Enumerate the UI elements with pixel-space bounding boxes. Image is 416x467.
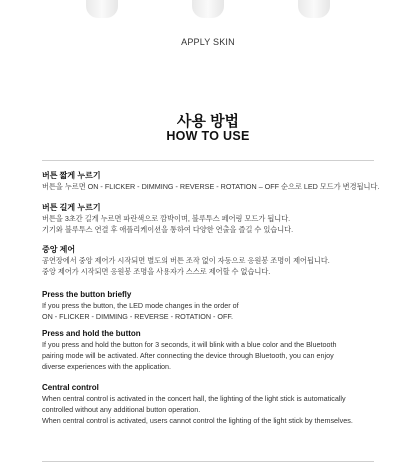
section-central-control-ko [42, 244, 382, 277]
page-title-korean: 사용 방법 [176, 113, 240, 130]
page-title-english: HOW TO USE [166, 129, 250, 143]
section-text: 중앙 제어가 시작되면 응원봉 조명을 사용자가 스스로 제어할 수 없습니다. [42, 267, 271, 276]
section-text: 기기와 블루투스 연결 후 애플리케이션을 통하여 다양한 연출을 즐길 수 있습니다. [42, 225, 294, 234]
section-central-control-en [42, 382, 382, 426]
section-heading: Central control [42, 383, 99, 392]
divider [42, 461, 374, 462]
section-text: ON - FLICKER - DIMMING - REVERSE - ROTATION - OFF. [42, 312, 233, 321]
section-text: 버튼을 3초간 길게 누르면 파란색으로 깜박이며, 블루투스 페어링 모드가 됩니다. [42, 214, 291, 223]
divider [42, 160, 374, 161]
section-text: When central control is activated in the concert hall, the lighting of the light stick is automatically [42, 394, 346, 403]
section-text: If you press the button, the LED mode changes in the order of [42, 301, 239, 310]
section-text: If you press and hold the button for 3 seconds, it will blink with a blue color and the Bluetooth [42, 340, 337, 349]
apply-skin-caption: APPLY SKIN [181, 37, 235, 47]
section-short-press-en [42, 289, 382, 322]
light-stick-image [192, 0, 224, 18]
section-text: 공연장에서 중앙 제어가 시작되면 별도의 버튼 조작 없이 자동으로 응원봉 조명이 제어됩니다. [42, 256, 330, 265]
section-text: pairing mode will be activated. After connecting the device through Bluetooth, you can enjoy [42, 351, 334, 360]
product-images-strip [0, 0, 416, 22]
section-long-press-en [42, 328, 382, 372]
section-heading: 버튼 짧게 누르기 [42, 171, 101, 180]
section-heading: Press the button briefly [42, 290, 132, 299]
section-text: When central control is activated, users cannot control the lighting of the light stick by themselves. [42, 416, 353, 425]
section-heading: 버튼 길게 누르기 [42, 203, 101, 212]
section-short-press-ko [42, 170, 382, 192]
section-text: controlled without any additional button operation. [42, 405, 201, 414]
section-heading: 중앙 제어 [42, 245, 76, 254]
light-stick-image [86, 0, 118, 18]
section-text: diverse experiences with the application. [42, 362, 172, 371]
light-stick-image [298, 0, 330, 18]
section-long-press-ko [42, 202, 382, 235]
section-heading: Press and hold the button [42, 329, 141, 338]
section-text: 버튼을 누르면 ON - FLICKER - DIMMING - REVERSE - ROTATION – OFF 순으로 LED 모드가 변경됩니다. [42, 182, 380, 191]
